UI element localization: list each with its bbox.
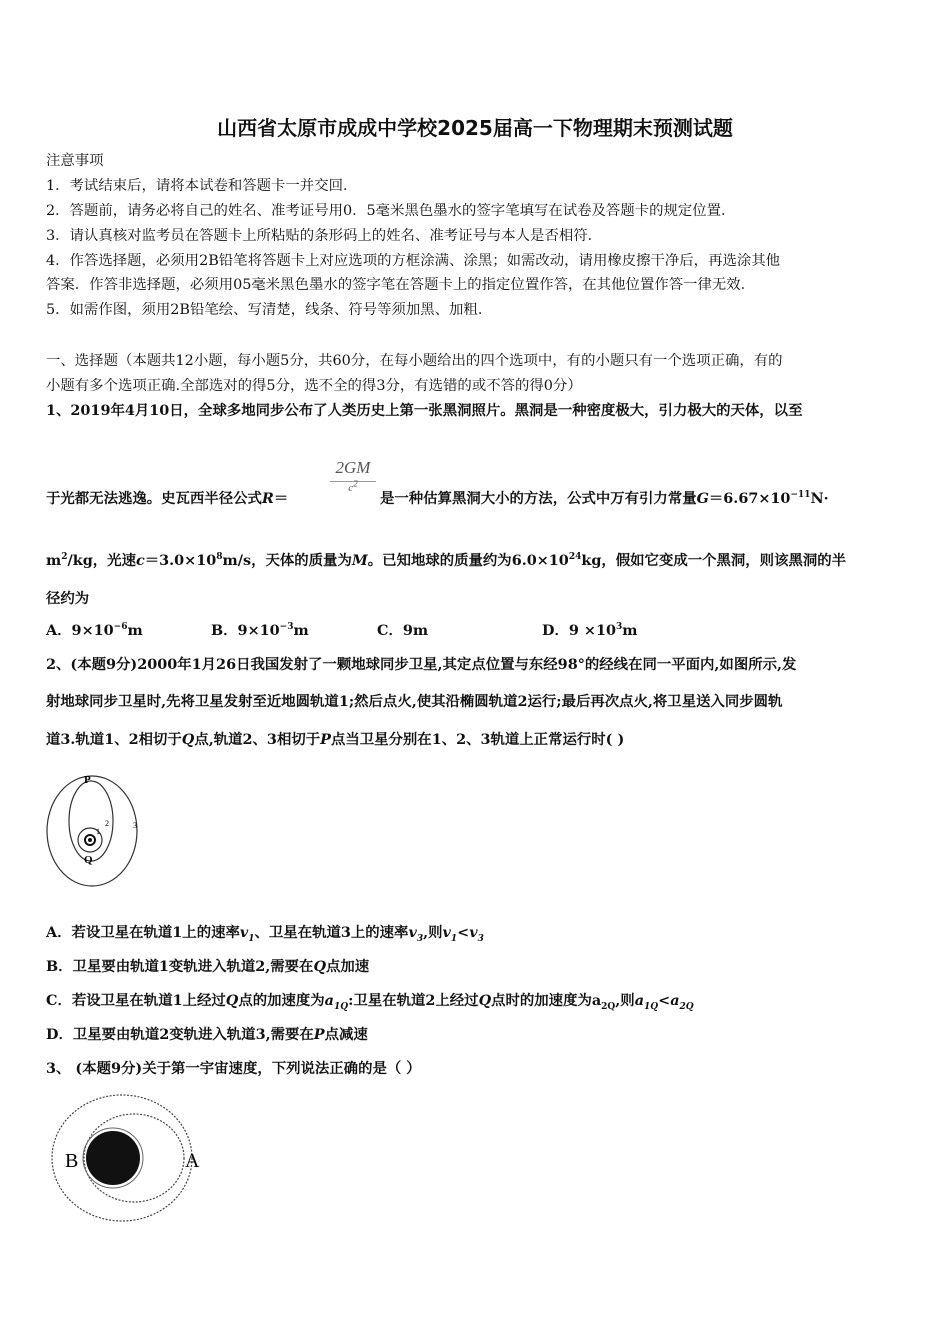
q2-line: 道3.轨道1、2相切于Q点,轨道2、3相切于P点当卫星分别在1、2、3轨道上正常运行时( ) (46, 731, 625, 748)
q3-line: 3、 (本题9分)关于第一宇宙速度，下列说法正确的是（ ） (46, 1060, 421, 1077)
earth-core (88, 838, 92, 842)
q1-option-b[interactable]: B．$9\times 10^{-3}m$ (211, 622, 309, 639)
q1-option-a[interactable]: A．$9\times 10^{-6}m$ (46, 622, 143, 639)
q1-line-formula: 于光都无法逃逸。史瓦西半径公式R＝ (46, 490, 289, 507)
schwarzschild-formula: 2GM $c^2$ (330, 458, 376, 494)
notice-item: 3．请认真核对监考员在答题卡上所粘贴的条形码上的姓名、准考证号与本人是否相符． (46, 228, 603, 244)
q1-option-c[interactable]: C．9m (377, 622, 429, 639)
q1-line: 径约为 (46, 590, 90, 607)
label-a: A (185, 1150, 200, 1172)
notice-item: 2．答题前，请务必将自己的姓名、准考证号用0．5毫米黑色墨水的签字笔填写在试卷及答题卡的规定位置． (46, 203, 736, 219)
q2-option-b[interactable]: B．卫星要由轨道1变轨进入轨道2,需要在Q点加速 (46, 958, 370, 975)
page-title: 山西省太原市成成中学校2025届高一下物理期末预测试题 (217, 116, 733, 140)
notice-item: 答案．作答非选择题，必须用05毫米黑色墨水的签字笔在答题卡上的指定位置作答，在其他位置作答一律无效． (46, 277, 756, 293)
notice-item: 5．如需作图，须用2B铅笔绘、写清楚，线条、符号等须加黑、加粗． (46, 302, 493, 318)
notice-item: 4．作答选择题，必须用2B铅笔将答题卡上对应选项的方框涂满、涂黑；如需改动，请用橡皮擦干净后，再选涂其他 (46, 253, 781, 269)
label-1: 1 (96, 827, 100, 836)
q1-option-d[interactable]: D．$9 \times 10^3m$ (542, 622, 638, 639)
earth-icon (86, 1131, 140, 1185)
label-2: 2 (105, 819, 109, 828)
label-3: 3 (133, 821, 137, 830)
section-line: 一、选择题（本题共12小题，每小题5分，共60分，在每小题给出的四个选项中，有的小题只有一个选项正确，有的 (46, 353, 783, 369)
q2-line: 2、(本题9分)2000年1月26日我国发射了一颗地球同步卫星,其定点位置与东经98°的经线在同一平面内,如图所示,发 (46, 656, 797, 673)
section-line: 小题有多个选项正确.全部选对的得5分，选不全的得3分，有选错的或不答的得0分） (46, 378, 582, 394)
q1-line: $m^2/kg$，光速$c=3.0\times 10^8m/s$，天体的质量为M。已知地球的质量约为$6.0\times 10^{24}kg$，假如它变成一个黑洞，则该黑洞的半 (46, 552, 847, 569)
label-p: P (84, 774, 91, 786)
q1-line: 1、2019年4月10日，全球多地同步公布了人类历史上第一张黑洞照片。黑洞是一种密度极大，引力极大的天体，以至 (46, 402, 803, 419)
orbit-figure (44, 768, 144, 890)
notice-item: 1．考试结束后，请将本试卷和答题卡一并交回． (46, 178, 358, 194)
label-b: B (65, 1150, 79, 1172)
orbit-3 (47, 776, 137, 886)
label-q: Q (84, 854, 93, 866)
notice-heading: 注意事项 (46, 153, 104, 169)
q2-option-c[interactable]: C．若设卫星在轨道1上经过Q点的加速度为$a_{1Q}$:卫星在轨道2上经过Q点时的加速度为$a_{2Q}$,则$a_{1Q}<a_{2Q}$ (46, 992, 694, 1012)
q2-option-a[interactable]: A．若设卫星在轨道1上的速率$v_1$、卫星在轨道3上的速率$v_3$,则$v_1<v_3$ (46, 924, 484, 944)
cosmic-velocity-figure (50, 1092, 210, 1224)
q1-line-constant: 是一种估算黑洞大小的方法，公式中万有引力常量$G=6.67\times 10^{-11}N\cdot$ (380, 490, 829, 507)
q2-line: 射地球同步卫星时,先将卫星发射至近地圆轨道1;然后点火,使其沿椭圆轨道2运行;最后再次点火,将卫星送入同步圆轨 (46, 693, 783, 710)
q2-option-d[interactable]: D．卫星要由轨道2变轨进入轨道3,需要在P点减速 (46, 1026, 368, 1043)
